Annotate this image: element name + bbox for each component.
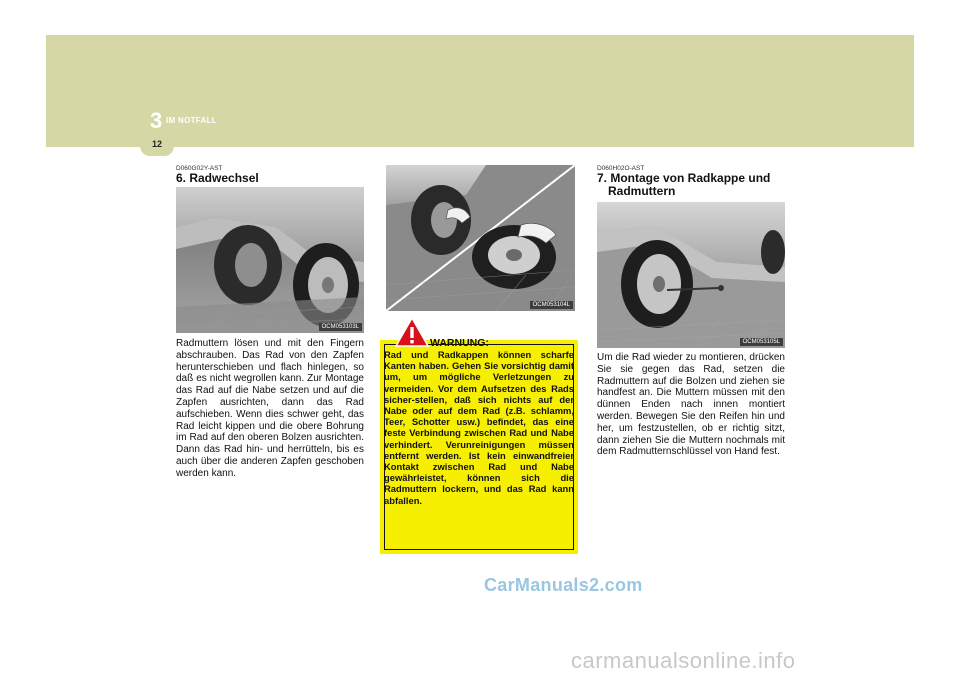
- photo-wheel-removal: [176, 187, 364, 333]
- right-body-text: Um die Rad wieder zu montieren, drücken Sie sie gegen das Rad, setzen die Radmuttern auf die Bolzen und ziehen sie handfest an. Die Muttern müssen mit den dünnen Enden nach innen montiert werden. Bewegen Sie den Reifen hin und her, um festzustellen, ob er richtig sitzt, dann ziehen Sie die Muttern nochmals mit dem Radmutternschlüssel von Hand fest.: [597, 352, 785, 458]
- warning-triangle-icon: [394, 316, 430, 348]
- wheel-removal-illustration: [176, 187, 364, 333]
- middle-photo-caption: OCM053104L: [530, 301, 573, 309]
- right-photo-caption: OCM053105L: [740, 338, 783, 346]
- chapter-title: IM NOTFALL: [166, 116, 217, 125]
- page-number-tab: [140, 136, 174, 156]
- page-number: 12: [151, 139, 162, 149]
- spare-tire-illustration: [386, 165, 575, 311]
- photo-hubcap-mounting: [597, 202, 785, 348]
- left-body-text: Radmuttern lösen und mit den Fingern abschrauben. Das Rad von den Zapfen herunterschieben und flach hinlegen, so daß es nicht wegrollen kann. Zur Montage das Rad auf die Nabe setzen und auf die Zapfen ausrichten, dann das Rad aufschieben. Wenn dies schwer geht, das Rad leicht kippen und die obere Bohrung im Rad auf den oberen Bolzen ausrichten. Dann das Rad hin- und herrütteln, bis es auch über die anderen Zapfen geschoben werden kann.: [176, 338, 364, 479]
- watermark-carmanualsonline[interactable]: carmanualsonline.info: [571, 648, 796, 673]
- header-band: [46, 35, 914, 147]
- warning-text: Rad und Radkappen können scharfe Kanten haben. Gehen Sie vorsichtig damit um, um mögliche Verletzungen zu vermeiden. Vor dem Aufsetzen des Rads sicher-stellen, daß sich nichts auf der Nabe oder auf dem Rad (z.B. schlamm, Teer, Schotter usw.) befindet, das eine feste Verbindung zwischen Rad und Nabe verhindert. Verunreinigungen müssen entfernt werden. Ist kein einwandfreier Kontakt zwischen Rad und Nabe gewährleistet, können sich die Radmuttern lockern, und das Rad kann abfallen.: [384, 349, 574, 506]
- left-section-code: D060G02Y-AST: [176, 165, 223, 172]
- left-section-heading: 6. Radwechsel: [176, 171, 259, 185]
- chapter-number: 3: [150, 108, 163, 133]
- right-section-heading-text: 7. Montage von Radkappe und Radmuttern: [597, 171, 771, 198]
- warning-title: WARNUNG:: [430, 337, 489, 349]
- right-section-code: D060H02O-AST: [597, 165, 645, 172]
- photo-spare-tire: [386, 165, 575, 311]
- left-photo-caption: OCM053103L: [319, 323, 362, 331]
- hubcap-mounting-illustration: [597, 202, 785, 348]
- right-section-heading: [597, 172, 787, 198]
- watermark-carmanuals2[interactable]: CarManuals2.com: [484, 575, 643, 595]
